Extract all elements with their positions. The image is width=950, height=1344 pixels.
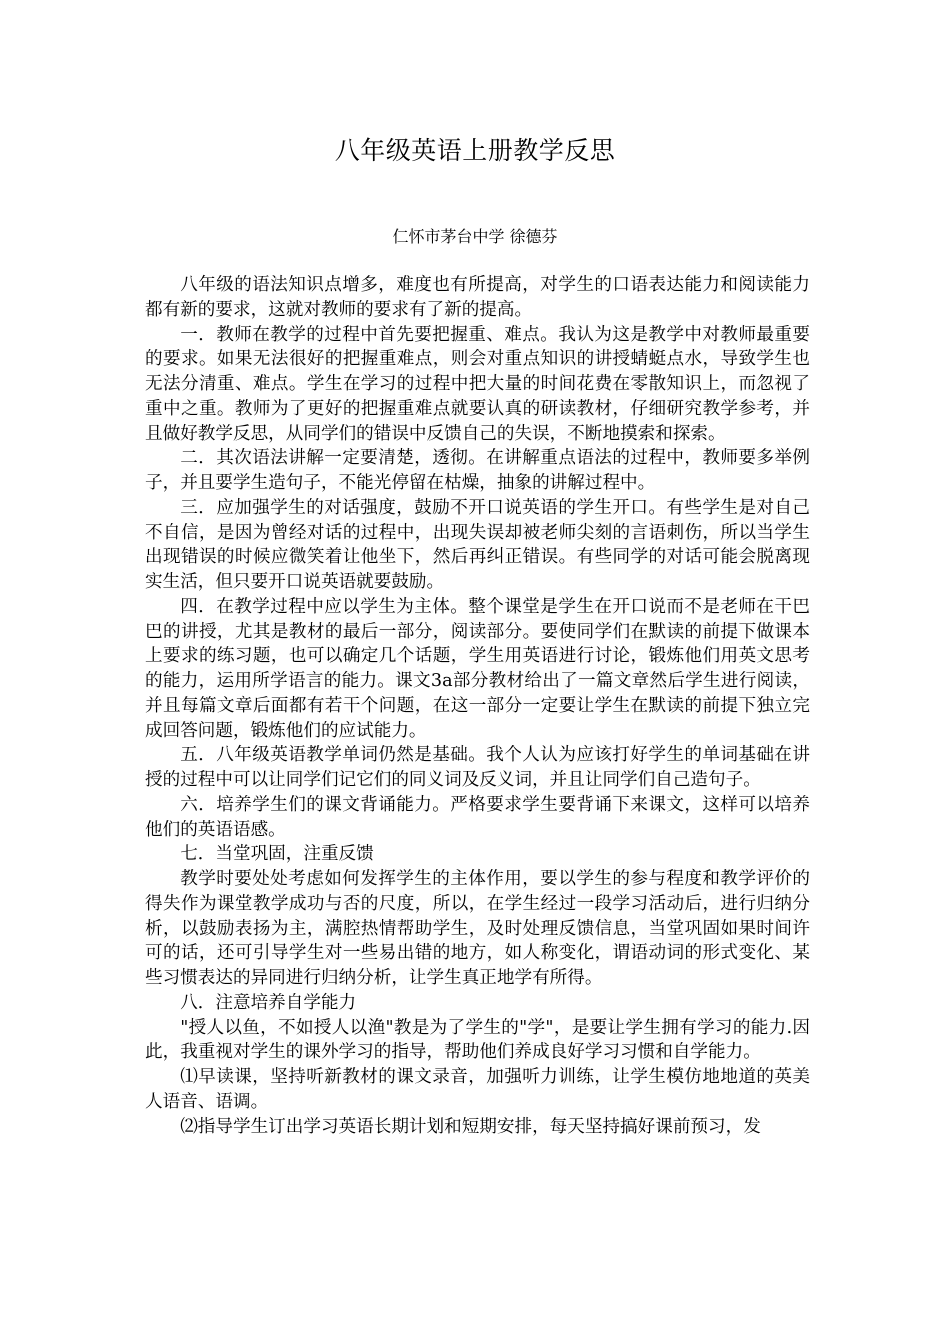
paragraph-point-3: 三．应加强学生的对话强度，鼓励不开口说英语的学生开口。有些学生是对自己不自信，是因为曾经对话的过程中，出现失误却被老师尖刻的言语刺伤，所以当学生出现错误的时候应微笑着让他坐下，然后再纠正错误。有些同学的对话可能会脱离现实生活，但只要开口说英语就要鼓励。 <box>145 497 810 592</box>
paragraph-intro: 八年级的语法知识点增多，难度也有所提高，对学生的口语表达能力和阅读能力都有新的要求，这就对教师的要求有了新的提高。 <box>145 275 810 320</box>
paragraph-item-1: ⑴早读课，坚持听新教材的课文录音，加强听力训练，让学生模仿地地道的英美人语音、语调。 <box>145 1067 810 1112</box>
paragraph-point-6: 六．培养学生们的课文背诵能力。严格要求学生要背诵下来课文，这样可以培养他们的英语语感。 <box>145 794 810 840</box>
paragraph-heading-8: 八．注意培养自学能力 <box>180 992 357 1013</box>
paragraph-point-1: 一．教师在教学的过程中首先要把握重、难点。我认为这是教学中对教师最重要的要求。如果无法很好的把握重难点，则会对重点知识的讲授蜻蜓点水，导致学生也无法分清重、难点。学生在学习的过程中把大量的时间花费在零散知识上，而忽视了重中之重。教师为了更好的把握重难点就要认真的研读教材，仔细研究教学参考，并且做好教学反思，从同学们的错误中反馈自己的失误，不断地摸索和探索。 <box>145 324 810 444</box>
paragraph-item-2: ⑵指导学生订出学习英语长期计划和短期安排，每天坚持搞好课前预习，发 <box>180 1116 761 1137</box>
paragraph-heading-7: 七．当堂巩固，注重反馈 <box>180 844 374 865</box>
paragraph-point-7-body: 教学时要处处考虑如何发挥学生的主体作用，要以学生的参与程度和教学评价的得失作为课堂教学成功与否的尺度，所以，在学生经过一段学习活动后，进行归纳分析，以鼓励表扬为主，满腔热情帮助学生，及时处理反馈信息，当堂巩固如果时间许可的话，还可引导学生对一些易出错的地方，如人称变化，谓语动词的形式变化、某些习惯表达的异同进行归纳分析，让学生真正地学有所得。 <box>145 869 810 988</box>
paragraph-point-4: 四．在教学过程中应以学生为主体。整个课堂是学生在开口说而不是老师在干巴巴的讲授，尤其是教材的最后一部分，阅读部分。要使同学们在默读的前提下做课本上要求的练习题，也可以确定几个话题，学生用英语进行讨论，锻炼他们用英文思考的能力，运用所学语言的能力。课文3a部分教材给出了一篇文章然后学生进行阅读，并且每篇文章后面都有若干个问题，在这一部分一定要让学生在默读的前提下独立完成回答问题，锻炼他们的应试能力。 <box>145 596 810 741</box>
paragraph-point-8-body: "授人以鱼，不如授人以渔"教是为了学生的"学"，是要让学生拥有学习的能力.因此，我重视对学生的课外学习的指导，帮助他们养成良好学习习惯和自学能力。 <box>145 1017 810 1063</box>
paragraph-point-5: 五．八年级英语教学单词仍然是基础。我个人认为应该打好学生的单词基础在讲授的过程中可以让同学们记它们的同义词及反义词，并且让同学们自己造句子。 <box>145 745 810 790</box>
document-author: 仁怀市茅台中学 徐德芬 <box>392 227 558 246</box>
paragraph-point-2: 二．其次语法讲解一定要清楚，透彻。在讲解重点语法的过程中，教师要多举例子，并且要学生造句子，不能光停留在枯燥，抽象的讲解过程中。 <box>145 448 810 493</box>
document-body <box>145 273 810 1139</box>
document-title: 八年级英语上册教学反思 <box>334 136 616 165</box>
